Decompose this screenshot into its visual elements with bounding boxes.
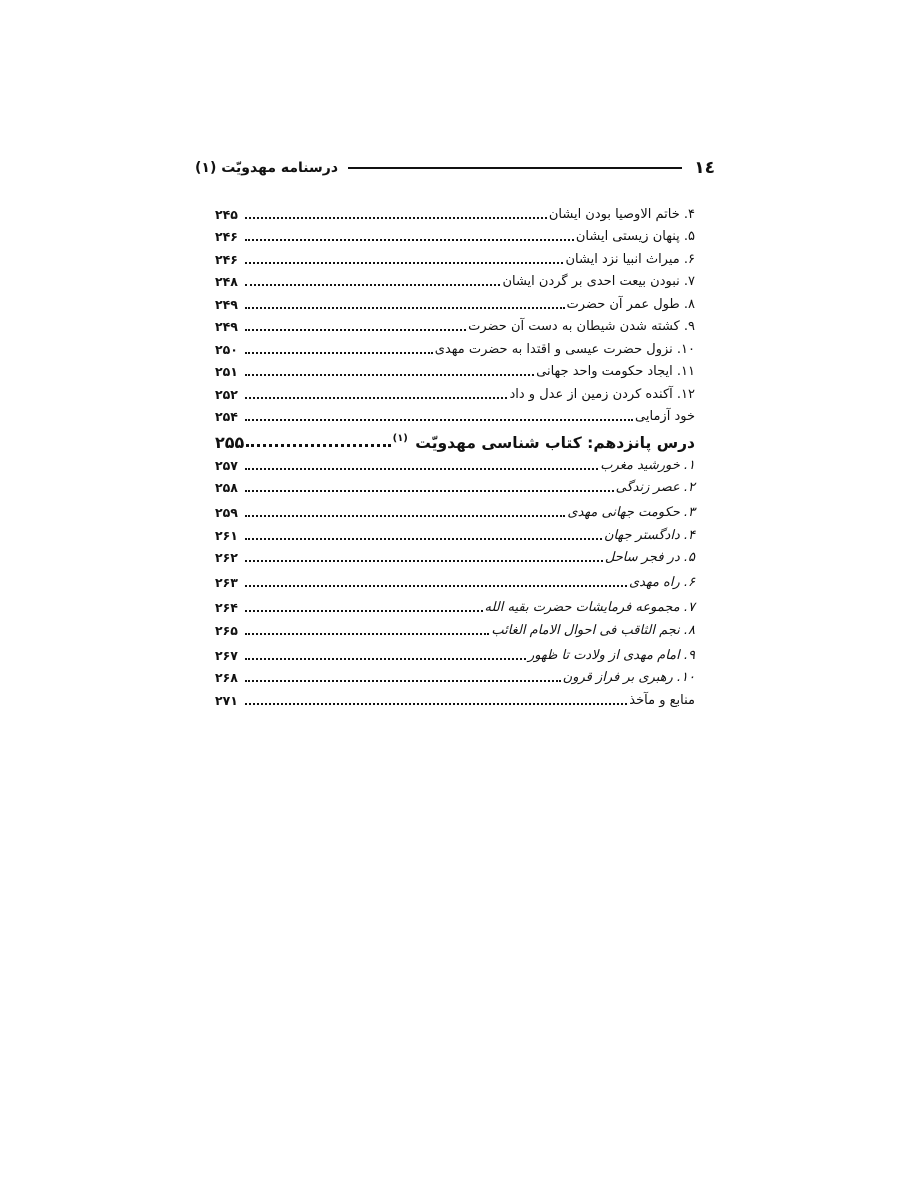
book-entry-page: ۲۶۷	[215, 647, 238, 663]
dot-leader	[245, 397, 507, 399]
toc-entry-label: ۱۲. آکنده کردن زمین از عدل و داد	[509, 386, 695, 402]
dot-leader	[245, 217, 547, 219]
toc-entry-page: ۲۵۴	[215, 409, 238, 424]
book-entry-page: ۲۶۳	[215, 575, 238, 590]
toc-entry-label: خود آزمایی	[635, 409, 695, 424]
toc-entry	[215, 268, 695, 291]
book-title: درسنامه مهدويّت (١)	[195, 160, 339, 176]
toc-entry	[215, 686, 695, 709]
dot-leader	[245, 239, 574, 241]
toc-entry	[215, 200, 695, 223]
dot-leader	[245, 419, 633, 421]
book-entry	[215, 616, 695, 639]
footnote-marker: (۱)	[392, 433, 408, 444]
dot-leader	[245, 284, 500, 286]
section-page: ۲۵۵	[215, 433, 245, 452]
book-entry	[215, 591, 695, 616]
toc-entry-page: ۲۴۶	[215, 251, 238, 267]
toc-entry-page: ۲۴۸	[215, 274, 238, 289]
dot-leader	[245, 352, 433, 354]
book-entry-page: ۲۵۷	[215, 457, 238, 473]
book-entry	[215, 451, 695, 474]
toc-entry-page: ۲۴۵	[215, 206, 238, 222]
toc-entry-page: ۲۵۱	[215, 364, 238, 379]
book-entry-label: ۱۰. رهبری بر فراز قرون	[562, 670, 695, 685]
toc-entry-label: ۹. کشته شدن شیطان به دست آن حضرت	[468, 319, 695, 334]
toc-entry	[215, 313, 695, 336]
section-heading-label	[393, 431, 695, 451]
section-heading	[215, 425, 695, 451]
book-entry	[215, 639, 695, 664]
dot-leader	[245, 560, 603, 562]
toc-entry-page: ۲۵۲	[215, 386, 238, 402]
toc-entry-page: ۲۵۰	[215, 341, 238, 357]
book-entry-label: ۷. مجموعه فرمایشات حضرت بقیه الله	[484, 600, 695, 615]
dot-leader	[245, 262, 563, 264]
dot-leader	[245, 515, 565, 517]
toc-entry	[215, 290, 695, 313]
toc-entry	[215, 223, 695, 246]
book-entry-page: ۲۶۱	[215, 527, 238, 543]
book-entry-label: ۶. راه مهدی	[628, 575, 695, 590]
book-entry-label: ۸. نجم الثاقب فی احوال الامام الغائب	[491, 622, 695, 638]
table-of-contents	[215, 200, 695, 709]
book-entry	[215, 496, 695, 521]
book-entry	[215, 566, 695, 591]
toc-entry-page: ۲۴۹	[215, 296, 238, 312]
toc-entry-page: ۲۴۹	[215, 319, 238, 334]
toc-entry-label: ۴. خاتم الاوصیا بودن ایشان	[548, 206, 695, 222]
book-entry-label: ۵. در فجر ساحل	[604, 550, 695, 565]
dot-leader	[245, 329, 466, 331]
book-entry-label: ۴. دادگستر جهان	[604, 527, 695, 543]
page-header	[195, 154, 715, 182]
sources-label: منابع و مآخذ	[629, 692, 695, 708]
toc-entry-page: ۲۴۶	[215, 229, 238, 244]
book-entry-page: ۲۶۵	[215, 622, 238, 638]
section-title: درس پانزدهم: کتاب شناسی مهدویّت	[415, 434, 695, 452]
book-entry-label: ۹. امام مهدی از ولادت تا ظهور	[528, 647, 695, 663]
book-entry	[215, 664, 695, 687]
dot-leader	[245, 633, 489, 635]
page-number: ١٤	[694, 158, 715, 178]
book-entry-page: ۲۶۸	[215, 670, 238, 685]
dot-leader	[245, 490, 614, 492]
dot-leader	[245, 538, 602, 540]
toc-entry	[215, 403, 695, 426]
dot-leader	[245, 585, 627, 587]
header-rule	[348, 167, 682, 169]
book-entry-page: ۲۵۸	[215, 480, 238, 495]
book-entry-label: ۳. حکومت جهانی مهدی	[567, 505, 695, 520]
dot-leader	[245, 658, 526, 660]
dot-leader	[245, 680, 561, 682]
dot-leader	[245, 307, 565, 309]
dot-leader	[245, 374, 534, 376]
toc-entry	[215, 245, 695, 268]
toc-entry-label: ۱۱. ایجاد حکومت واحد جهانی	[536, 364, 695, 379]
book-entry-label: ۱. خورشید مغرب	[600, 457, 695, 473]
book-entry	[215, 474, 695, 497]
book-entry-label: ۲. عصر زندگی	[615, 480, 695, 495]
toc-entry-label: ۶. میراث انبیا نزد ایشان	[565, 251, 695, 267]
toc-entry	[215, 335, 695, 358]
toc-entry	[215, 358, 695, 381]
dot-leader	[245, 703, 627, 705]
book-entry	[215, 544, 695, 567]
toc-entry-label: ۵. پنهان زیستی ایشان	[575, 229, 695, 244]
book-entry	[215, 521, 695, 544]
dot-leader	[245, 468, 598, 470]
dot-leader	[246, 444, 390, 447]
toc-entry-label: ۷. نبودن بیعت احدی بر گردن ایشان	[502, 274, 695, 289]
toc-entry-label: ۱۰. نزول حضرت عیسی و اقتدا به حضرت مهدی	[434, 341, 695, 357]
toc-entry	[215, 380, 695, 403]
toc-entry-label: ۸. طول عمر آن حضرت	[566, 296, 695, 312]
book-entry-page: ۲۶۴	[215, 600, 238, 615]
sources-page: ۲۷۱	[215, 692, 238, 708]
book-entry-page: ۲۶۲	[215, 550, 238, 565]
book-entry-page: ۲۵۹	[215, 505, 238, 520]
dot-leader	[245, 610, 483, 612]
